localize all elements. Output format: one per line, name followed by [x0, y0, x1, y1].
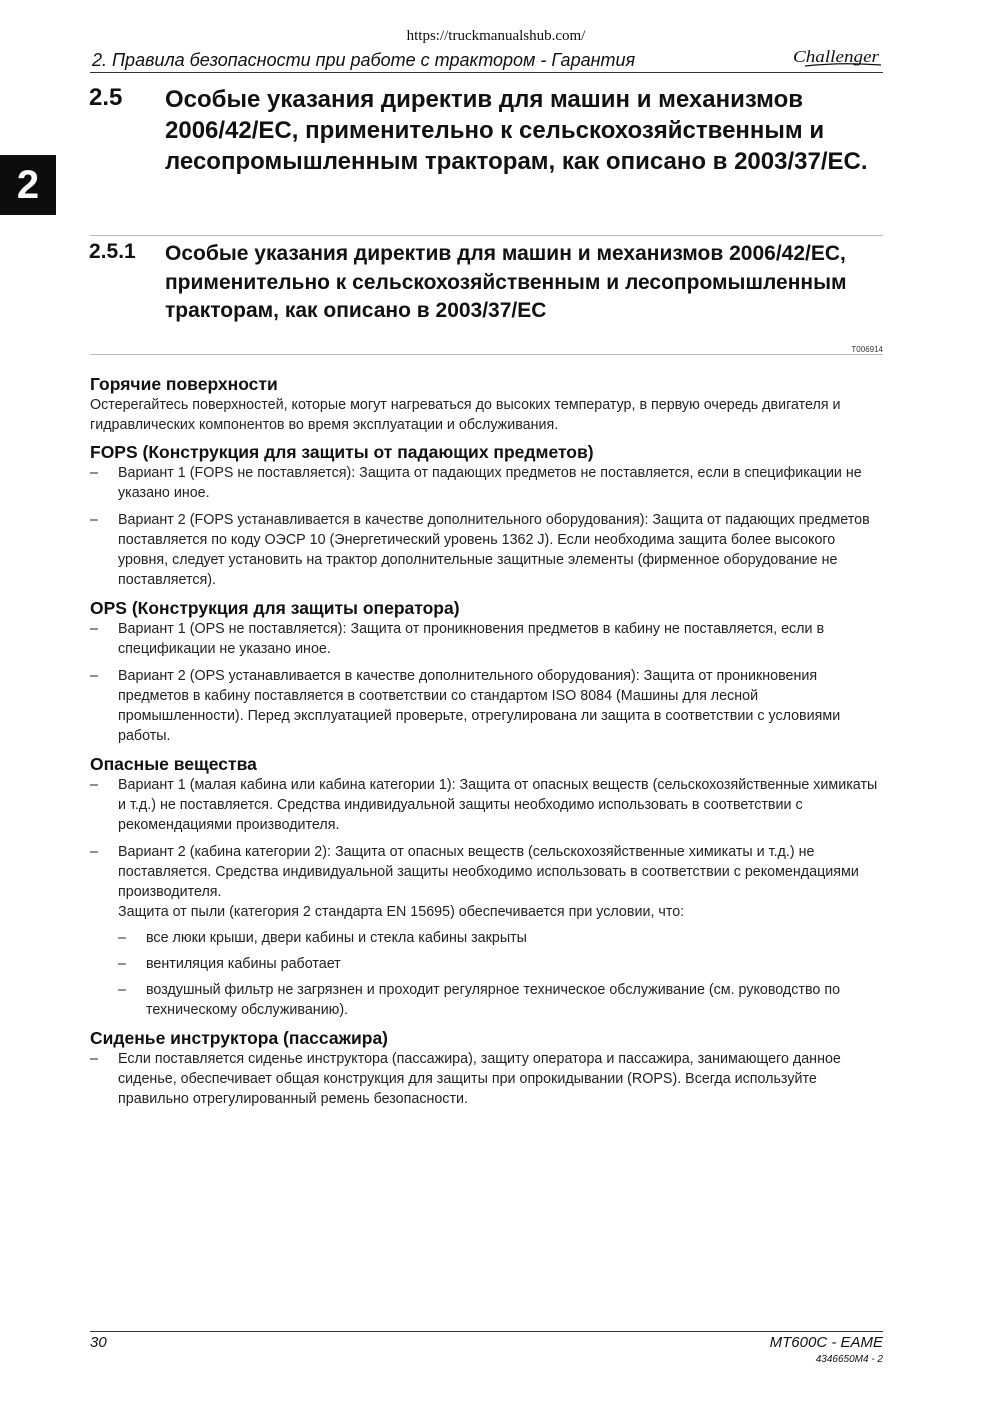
sub-list-item: [118, 928, 883, 948]
chapter-header: [90, 47, 883, 73]
svg-text:Challenger: Challenger: [793, 47, 880, 66]
manual-code: 4346650M4 - 2: [815, 1354, 883, 1365]
dust-protection-note: Защита от пыли (категория 2 стандарта EN 15695) обеспечивается при условии, что:: [118, 904, 685, 920]
subsection-title: Особые указания директив для машин и механизмов 2006/42/ЕС, применительно к сельскохозяйственным и лесопромышленным тракторам, как описано в 2003/37/ЕС: [165, 242, 847, 322]
fops-section: [90, 441, 883, 590]
sub-list-item-text: вентиляция кабины работает: [146, 956, 341, 972]
list-item: [90, 775, 883, 835]
subsection-code: T006914: [851, 345, 883, 354]
list-item: [90, 619, 883, 659]
hot-surfaces-text: Остерегайтесь поверхностей, которые могут нагреваться до высоких температур, в первую очередь двигателя и гидравлических компонентов во время эксплуатации и обслуживания.: [90, 397, 841, 433]
challenger-logo-icon: [791, 46, 883, 70]
instructor-seat-heading: Сиденье инструктора (пассажира): [90, 1028, 389, 1048]
hot-surfaces-heading: Горячие поверхности: [90, 374, 278, 394]
dash-bullet: –: [90, 512, 98, 528]
hot-surfaces-section: [90, 373, 883, 435]
list-item-text: Вариант 1 (OPS не поставляется): Защита от проникновения предметов в кабину не поставляется, если в спецификации не указано иное.: [118, 621, 825, 657]
list-item: [90, 1049, 883, 1109]
chapter-title: 2. Правила безопасности при работе с трактором - Гарантия: [92, 50, 636, 70]
instructor-seat-section: [90, 1027, 883, 1109]
ops-section: [90, 597, 883, 746]
dash-bullet: –: [118, 930, 126, 946]
list-item: [90, 842, 883, 1020]
list-item: [90, 510, 883, 590]
dash-bullet: –: [90, 777, 98, 793]
dash-bullet: –: [90, 1051, 98, 1067]
section-number: 2.5: [89, 84, 123, 111]
source-url: https://truckmanualshub.com/: [406, 28, 586, 44]
dash-bullet: –: [118, 982, 126, 998]
dash-bullet: –: [90, 621, 98, 637]
dash-bullet: –: [90, 844, 98, 860]
sub-list-item: [118, 980, 883, 1020]
footer-divider: [90, 1331, 883, 1332]
fops-heading: FOPS (Конструкция для защиты от падающих предметов): [90, 442, 594, 462]
sub-list-item: [118, 954, 883, 974]
section-divider: [90, 235, 883, 236]
manual-title: MT600C - EAME: [769, 1334, 883, 1351]
chapter-tab: 2: [0, 155, 56, 215]
page-number: 30: [90, 1334, 107, 1351]
sub-list-item-text: все люки крыши, двери кабины и стекла кабины закрыты: [146, 930, 527, 946]
list-item-text: Вариант 2 (кабина категории 2): Защита от опасных веществ (сельскохозяйственные химикаты и т.д.) не поставляется. Средства индивидуальной защиты необходимо использовать в соответствии с рекомендациями производителя.: [118, 844, 859, 900]
section-title: Особые указания директив для машин и механизмов 2006/42/ЕС, применительно к сельскохозяйственным и лесопромышленным тракторам, как описано в 2003/37/ЕС.: [165, 86, 868, 175]
list-item-text: Вариант 1 (FOPS не поставляется): Защита от падающих предметов не поставляется, если в спецификации не указано иное.: [118, 465, 862, 501]
dash-bullet: –: [90, 465, 98, 481]
list-item-text: Вариант 2 (FOPS устанавливается в качестве дополнительного оборудования): Защита от падающих предметов поставляется по коду ОЭСР 10 (Энергетический уровень 1362 J). Если необходима защита более высокого уровня, следует установить на трактор дополнительные защитные элементы (фирменное оборудование не поставляется).: [118, 512, 870, 588]
hazardous-substances-section: [90, 753, 883, 1020]
ops-heading: OPS (Конструкция для защиты оператора): [90, 598, 460, 618]
list-item-text: Если поставляется сиденье инструктора (пассажира), защиту оператора и пассажира, занимающего данное сиденье, обеспечивает общая конструкция для защиты при опрокидывании (ROPS). Всегда используйте правильно отрегулированный ремень безопасности.: [118, 1051, 841, 1107]
sub-list-item-text: воздушный фильтр не загрязнен и проходит регулярное техническое обслуживание (см. руководство по техническому обслуживанию).: [146, 982, 841, 1018]
list-item-text: Вариант 1 (малая кабина или кабина категории 1): Защита от опасных веществ (сельскохозяйственные химикаты и т.д.) не поставляется. Средства индивидуальной защиты необходимо использовать в соответствии с рекомендациями производителя.: [118, 777, 878, 833]
dash-bullet: –: [90, 668, 98, 684]
list-item: [90, 666, 883, 746]
content-body: [90, 373, 883, 1116]
list-item: [90, 463, 883, 503]
subsection-divider: [90, 354, 883, 355]
subsection-number: 2.5.1: [89, 240, 136, 263]
hazardous-substances-heading: Опасные вещества: [90, 754, 257, 774]
dash-bullet: –: [118, 956, 126, 972]
list-item-text: Вариант 2 (OPS устанавливается в качестве дополнительного оборудования): Защита от проникновения предметов в кабину поставляется в соответствии со стандартом ISO 8084 (Машины для лесной промышленности). Перед эксплуатацией проверьте, отрегулирована ли защита в соответствии с условиями работы.: [118, 668, 841, 744]
